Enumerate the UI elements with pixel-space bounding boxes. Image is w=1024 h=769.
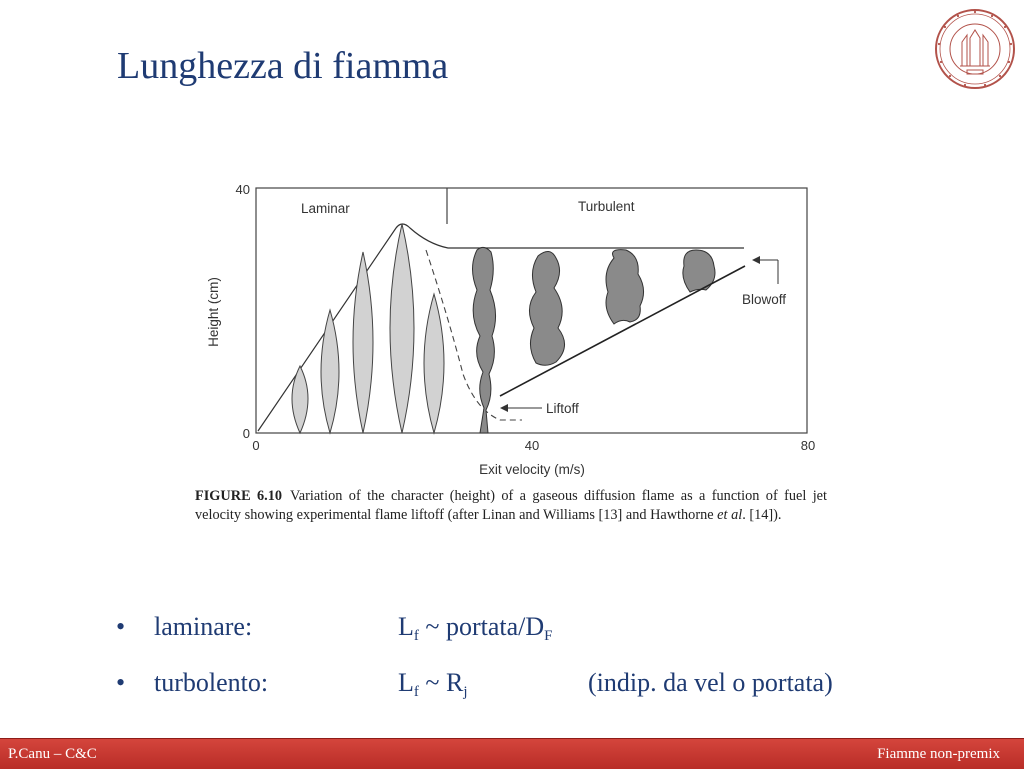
x-axis-label: Exit velocity (m/s) [479,462,585,477]
bullet-note: (indip. da vel o portata) [588,668,833,697]
caption-et-al: et al [717,507,743,523]
footer-bar [0,738,1024,769]
liftoff-label: Liftoff [546,401,579,416]
caption-text: Variation of the character (height) of a gaseous diffusion flame as a function of fuel jet velocity showing experimental flame liftoff (after Linan and Williams [13] and Hawthorne [195,488,827,523]
caption-text-end: . [14]). [742,507,782,523]
laminar-flame [424,294,444,433]
turbulent-flames [473,247,716,433]
footer-author: P.Canu – C&C [8,746,97,762]
x-tick-0: 0 [252,438,260,453]
y-tick-40: 40 [235,182,250,197]
bullet-dot: • [116,612,126,641]
region-label-laminar: Laminar [301,201,350,216]
x-tick-40: 40 [524,438,540,453]
laminar-flame [321,310,339,433]
region-label-turbulent: Turbulent [578,199,635,214]
x-tick-80: 80 [800,438,816,453]
flame-height-figure [180,176,840,496]
footer-topic: Fiamme non-premix [877,746,1000,762]
slide-title: Lunghezza di fiamma [117,45,449,87]
bullet-formula: $L_f$ ~ $R_j$ [398,668,468,700]
bullet-label: turbolento: [154,668,269,697]
laminar-flame [353,252,373,433]
caption-label: FIGURE 6.10 [195,488,283,504]
turbulent-flame [683,250,715,292]
laminar-flame [390,224,414,433]
bullet-label: laminare: [154,612,253,641]
figure-caption [195,487,827,525]
laminar-flame [292,366,308,433]
y-tick-0: 0 [242,426,250,441]
y-axis-label: Height (cm) [206,277,221,347]
turbulent-flame [473,247,496,433]
bullet-dot: • [116,668,126,697]
turbulent-flame [606,250,644,324]
bullet-formula: $L_f$ ~ portata/$D_F$ [398,612,553,644]
turbulent-flame [529,251,564,365]
laminar-flames [292,224,444,433]
blowoff-label: Blowoff [742,292,787,307]
university-seal-icon [934,8,1016,90]
